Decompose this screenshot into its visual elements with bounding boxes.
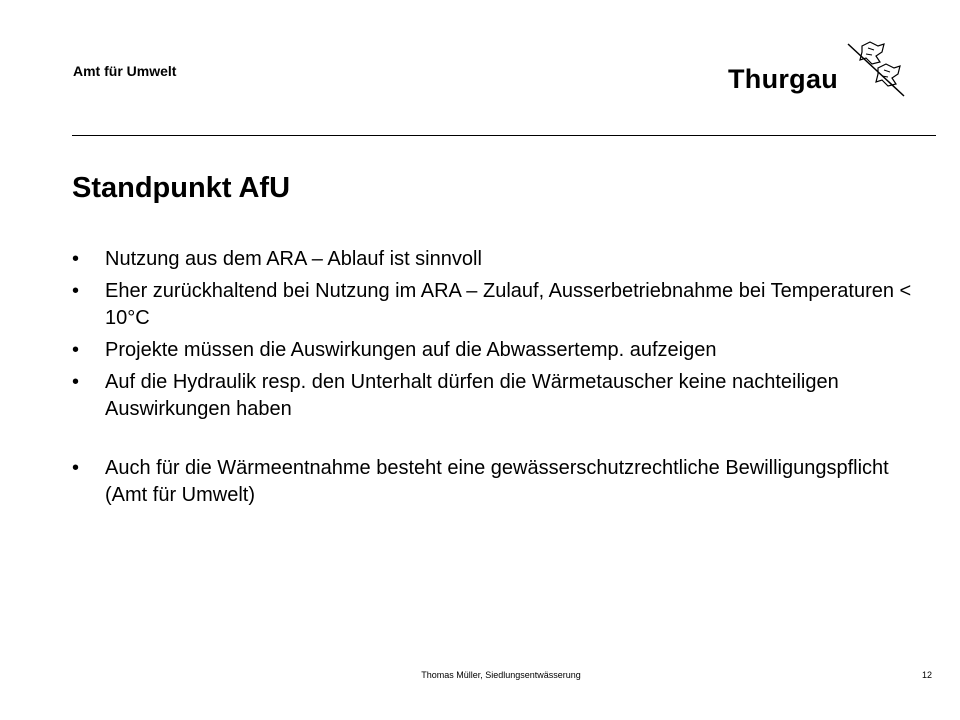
- department-name: Amt für Umwelt: [73, 63, 177, 79]
- slide-title: Standpunkt AfU: [72, 172, 291, 204]
- bullet-item: [72, 455, 932, 509]
- bullet-item: [72, 369, 932, 423]
- bullet-list: [72, 246, 932, 514]
- bullet-item: [72, 337, 932, 364]
- bullet-text: Auch für die Wärmeentnahme besteht eine gewässerschutzrechtliche Bewilligungspflicht (Amt für Umwelt): [105, 457, 889, 506]
- bullet-item: [72, 278, 932, 332]
- bullet-item: [72, 246, 932, 273]
- bullet-text: Nutzung aus dem ARA – Ablauf ist sinnvoll: [105, 248, 482, 270]
- bullet-text: Auf die Hydraulik resp. den Unterhalt dürfen die Wärmetauscher keine nachteiligen Auswirkungen haben: [105, 371, 839, 420]
- bullet-dot: •: [72, 371, 80, 393]
- bullet-dot: •: [72, 339, 80, 361]
- logo-text: Thurgau: [728, 64, 839, 94]
- footer-author: Thomas Müller, Siedlungsentwässerung: [421, 670, 581, 680]
- bullet-text: Projekte müssen die Auswirkungen auf die Abwassertemp. aufzeigen: [105, 339, 717, 361]
- lion-crest-icon: [846, 38, 906, 100]
- bullet-dot: •: [72, 280, 80, 302]
- bullet-text: Eher zurückhaltend bei Nutzung im ARA – Zulauf, Ausserbetriebnahme bei Temperaturen < 10°C: [105, 280, 912, 329]
- thurgau-logo: [728, 38, 908, 108]
- header-divider: [72, 135, 936, 136]
- bullet-dot: •: [72, 457, 80, 479]
- page-number: 12: [922, 670, 933, 680]
- bullet-dot: •: [72, 248, 80, 270]
